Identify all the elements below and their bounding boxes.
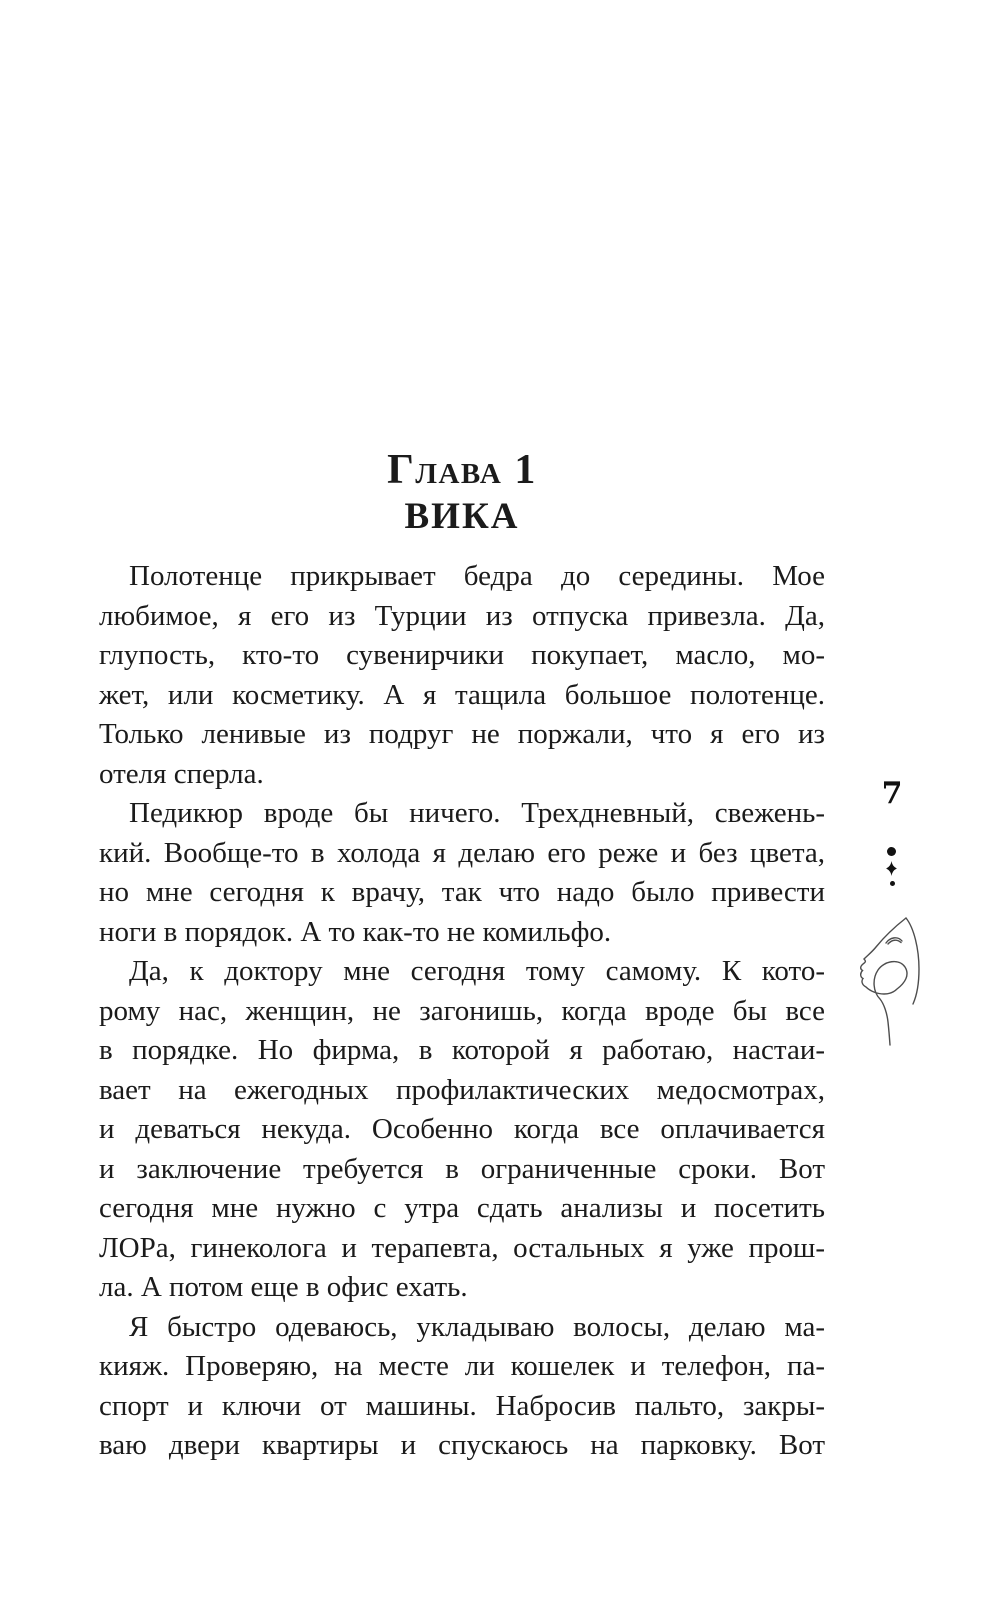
text-line: и заключение требуется в ограниченные сроки. Вот (99, 1152, 825, 1185)
text-line: любимое, я его из Турции из отпуска привезла. Да, (99, 599, 825, 632)
text-line: вает на ежегодных профилактических медосмотрах, (99, 1073, 825, 1106)
paragraph (99, 794, 825, 952)
text-line: Педикюр вроде бы ничего. Трехдневный, свежень- (129, 797, 825, 829)
text-line: жет, или косметику. А я тащила большое полотенце. (99, 678, 825, 711)
woman-face-line-art-icon (848, 891, 930, 1051)
text-line: ваю двери квартиры и спускаюсь на парковку. Вот (99, 1429, 825, 1461)
chapter-title: ВИКА (404, 496, 520, 537)
paragraph (99, 1308, 825, 1466)
small-dot-icon (890, 881, 895, 886)
text-line: кияж. Проверяю, на месте ли кошелек и телефон, па- (99, 1350, 825, 1382)
text-line: в порядке. Но фирма, в которой я работаю, настаи- (99, 1034, 825, 1066)
chapter-header (99, 446, 825, 540)
text-line: кий. Вообще-то в холода я делаю его реже и без цвета, (99, 836, 825, 869)
text-line: ла. А потом еще в офис ехать. (99, 1271, 468, 1303)
text-line: ЛОРа, гинеколога и терапевта, остальных я уже прош- (99, 1231, 825, 1264)
text-line: рому нас, женщин, не загонишь, когда вроде бы все (99, 994, 825, 1027)
four-point-star-icon (886, 861, 897, 876)
text-line: ноги в порядок. А то как-то не комильфо. (99, 915, 612, 948)
text-line: и деваться некуда. Особенно когда все оплачивается (99, 1113, 825, 1145)
filled-dot-icon (887, 847, 896, 856)
text-line: Я быстро одеваюсь, укладываю волосы, делаю ма- (129, 1310, 825, 1343)
text-line: но мне сегодня к врачу, так что надо было привести (99, 876, 825, 908)
paragraph (99, 952, 825, 1308)
page-number: 7 (881, 776, 903, 811)
text-line: сегодня мне нужно с утра сдать анализы и посетить (99, 1192, 825, 1224)
text-line: Полотенце прикрывает бедра до середины. Мое (129, 560, 825, 592)
chapter-heading: Глава 1 (387, 447, 537, 493)
text-line: отеля сперла. (99, 757, 264, 790)
text-line: Только ленивые из подруг не поржали, что я его из (99, 718, 825, 750)
paragraph (99, 557, 825, 794)
body-text (99, 557, 825, 1466)
text-line: Да, к доктору мне сегодня тому самому. К кото- (129, 955, 825, 987)
text-line: спорт и ключи от машины. Набросив пальто, закры- (99, 1389, 825, 1422)
text-line: глупость, кто-то сувенирчики покупает, масло, мо- (99, 639, 825, 671)
